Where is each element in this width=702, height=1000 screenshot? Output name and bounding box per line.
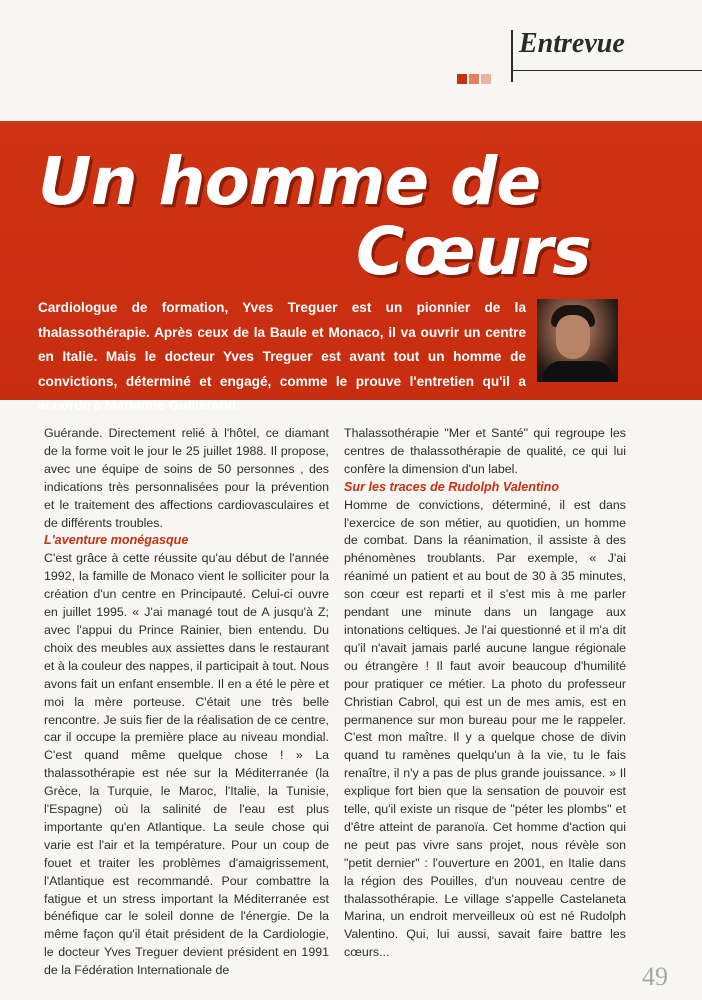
section-label: Entrevue <box>519 28 625 59</box>
section-tag <box>511 22 701 72</box>
lead-paragraph: Cardiologue de formation, Yves Treguer est un pionnier de la thalassothérapie. Après ceux de la Baule et Monaco, il va ouvrir un centre en Italie. Mais le docteur Yves Treguer est avant tout un homme de convictions, déterminé et engagé, comme le prouve l'entretien qu'il a accordé à Marianne Guillerand. <box>38 300 526 413</box>
headline-line-2: Cœurs <box>356 213 591 290</box>
portrait-photo <box>537 299 618 382</box>
headline-line-1: Un homme de <box>38 143 541 220</box>
article-column-right <box>344 425 626 962</box>
section-underline <box>511 70 702 71</box>
column-paragraph: C'est grâce à cette réussite qu'au début de l'année 1992, la famille de Monaco vient le solliciter pour la création d'un centre en Principauté. Celui-ci ouvre en juillet 1995. « J'ai managé tout de A jusqu'à Z; avec l'appui du Prince Rainier, bien entendu. Du choix des meubles aux assiettes dans le restaurant et à la couleur des nappes, il participait à tout. Nous avons fait un enfant ensemble. Il en a été le père et moi la mère porteuse. C'était une très belle rencontre. Je suis fier de la réalisation de ce centre, car il occupe la première place au niveau mondial. C'est quand même quelque chose ! » La thalassothérapie est née sur la Méditerranée (la Grèce, la Turquie, le Maroc, l'Italie, la Tunisie, l'Espagne) où la salinité de l'eau est plus importante qu'en Atlantique. La seule chose qui varie est l'air et la température. Pour un coup de fouet et traiter les problèmes d'amaigrissement, l'Atlantique est recommandé. Pour combattre la fatigue et un stress important la Méditerranée est bénéfique car le soleil donne de l'énergie. De la même façon qu'il était président de la Cardiologie, le docteur Yves Treguer devient président en 1991 de la Fédération Internationale de <box>44 551 329 978</box>
square-icon <box>481 74 491 84</box>
column-paragraph: Homme de convictions, déterminé, il est dans l'exercice de son métier, au quotidien, un homme de combat. Dans la réanimation, il assiste à des phénomènes troublants. Par exemple, « J'ai réanimé un patient et au bout de 30 à 35 minutes, son cœur est reparti et il s'est mis à me parler pendant une minute dans un langage aux intonations celtiques. Je l'ai questionné et il m'a dit qu'il n'avait jamais parlé aucune langue régionale ou étrangère ! Il faut avoir beaucoup d'humilité pour pratiquer ce métier. La photo du professeur Christian Cabrol, qui est un de mes amis, est en permanence sur mon bureau pour me le rappeler. C'est mon maître. Il y a quelque chose de divin quand tu ramènes quelqu'un à la vie, tu le fais renaître, il n'y a pas de plus grande jouissance. » Il explique fort bien que la sensation de pouvoir est telle, qu'il existe un risque de "péter les plombs" et d'être atteint de paranoïa. Cet homme d'action qui ne peut pas vivre sans projet, nous révèle son "petit dernier" : l'ouverture en 2001, en Italie dans la région des Pouilles, d'un nouveau centre de thalassothérapie. Le village s'appelle Castelaneta Marina, un endroit merveilleux où est né Rudolph Valentino. Qui, lui aussi, savait faire battre les cœurs... <box>344 497 626 960</box>
subheading: L'aventure monégasque <box>44 533 189 548</box>
page-number: 49 <box>642 962 668 991</box>
square-icon <box>457 74 467 84</box>
column-paragraph: Thalassothérapie "Mer et Santé" qui regroupe les centres de thalassothérapie de qualité, ce qui lui confère la dimension d'un label. <box>344 426 626 476</box>
article-column-left <box>44 425 329 980</box>
section-divider <box>511 30 513 82</box>
column-paragraph: Guérande. Directement relié à l'hôtel, ce diamant de la forme voit le jour le 25 juillet 1988. Il propose, avec une équipe de soins de 50 personnes , des indications très personnalisées pour la prévention et le traitement des affections cardiovasculaires et de différents troubles. <box>44 426 329 530</box>
subheading: Sur les traces de Rudolph Valentino <box>344 479 560 494</box>
square-icon <box>469 74 479 84</box>
